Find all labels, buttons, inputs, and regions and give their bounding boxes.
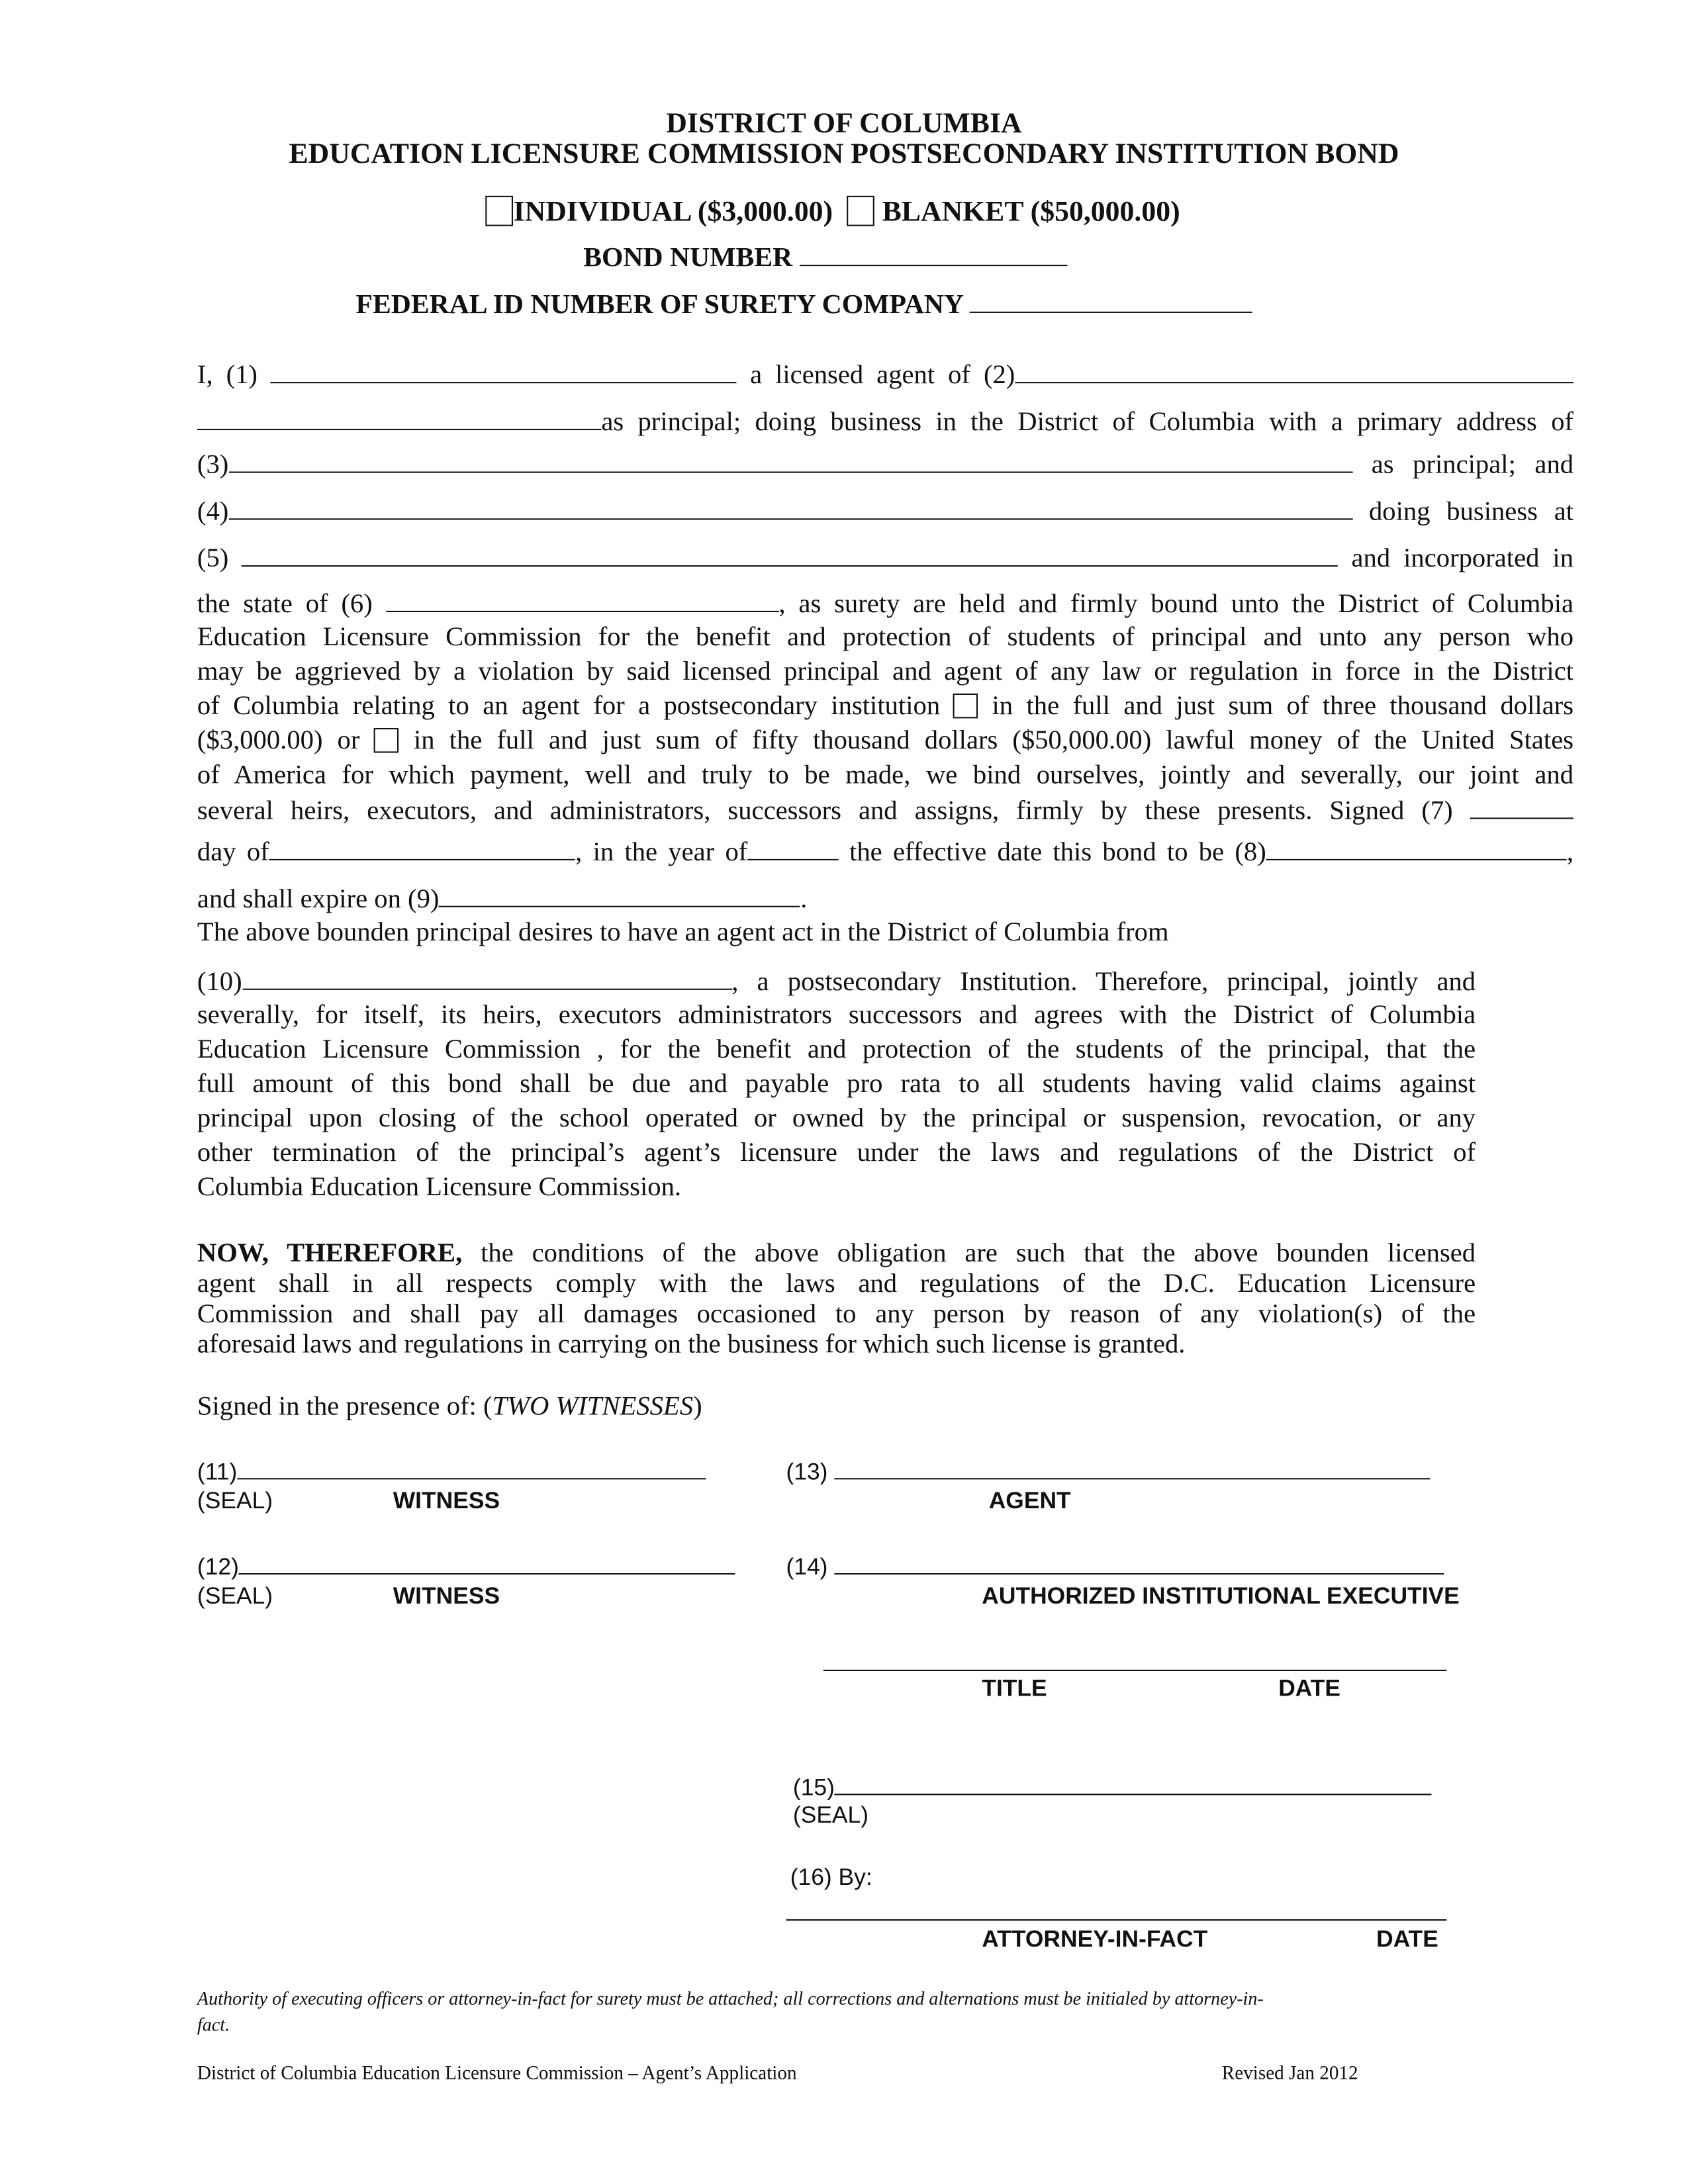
authority-note: fact. [197, 2014, 230, 2035]
signed-year-field[interactable] [747, 839, 838, 860]
text: , in the year of [575, 838, 748, 868]
para1-line: principal upon closing of the school operated or owned by the principal or suspension, revocation, or any [197, 1104, 1476, 1134]
agent-row [786, 1457, 1430, 1484]
para1-line: other termination of the principal’s agent’s licensure under the laws and regulations of the District of [197, 1138, 1476, 1168]
para2-line: agent shall in all respects comply with the laws and regulations of the D.C. Education Licensure [197, 1269, 1476, 1299]
para1-line: Education Licensure Commission , for the benefit and protection of the students of the principal, that the [197, 1035, 1476, 1065]
by-label: (16) By: [790, 1864, 872, 1891]
surety-address-field[interactable] [242, 545, 1338, 567]
surety-signature[interactable] [835, 1773, 1432, 1795]
para1-line [197, 839, 1573, 867]
federal-id-row [355, 291, 1252, 319]
text: in the full and just sum of fifty thousand dollars ($50,000.00) lawful money of the United States [414, 726, 1574, 756]
intro-line-3 [197, 451, 1573, 479]
text: (14) [786, 1553, 828, 1580]
para1-line [197, 885, 808, 913]
executive-label: AUTHORIZED INSTITUTIONAL EXECUTIVE [982, 1582, 1460, 1610]
para1-line: severally, for itself, its heirs, executors administrators successors and agrees with the District of Columbia [197, 1001, 1476, 1030]
blanket-sum-checkbox[interactable] [374, 728, 399, 752]
intro-line-4 [197, 498, 1573, 526]
executive-signature[interactable] [834, 1553, 1444, 1574]
effective-date-field[interactable] [1266, 839, 1567, 860]
text: (4) [197, 498, 229, 527]
text: day of [197, 838, 269, 868]
signed-day-field[interactable] [1470, 797, 1573, 819]
para2-line [197, 1241, 1476, 1268]
text: (11) [197, 1459, 238, 1485]
text: the conditions of the above obligation are such that the above bounden licensed [481, 1239, 1476, 1269]
witness-1-signature[interactable] [237, 1457, 706, 1479]
text: the effective date this bond to be (8) [849, 838, 1266, 868]
individual-label: INDIVIDUAL ($3,000.00) [513, 194, 833, 228]
title-bond: EDUCATION LICENSURE COMMISSION POSTSECONDARY INSTITUTION BOND [289, 136, 1399, 170]
attorney-signature[interactable] [786, 1919, 1446, 1921]
para1-line [197, 728, 1573, 755]
surety-name-field[interactable] [228, 498, 1352, 520]
para1-line [197, 797, 1573, 825]
text: of Columbia relating to an agent for a postsecondary institution [197, 692, 941, 721]
text: (12) [197, 1553, 239, 1580]
primary-address-field[interactable] [228, 451, 1352, 473]
para2-line: aforesaid laws and regulations in carrying on the business for which such license is granted. [197, 1330, 1186, 1360]
signed-month-field[interactable] [269, 839, 575, 860]
witness-2-signature[interactable] [239, 1553, 735, 1574]
bond-number-label: BOND NUMBER [583, 242, 793, 273]
witness-label: WITNESS [393, 1582, 500, 1610]
para1-line [197, 694, 1573, 721]
para1-line: The above bounden principal desires to have an agent act in the District of Columbia from [197, 918, 1169, 948]
executive-row [786, 1553, 1444, 1579]
para1-line: of America for which payment, well and truly to be made, we bind ourselves, jointly and severally, our joint and [197, 760, 1574, 790]
text: ) [693, 1392, 702, 1422]
text: and shall expire on (9) [197, 885, 440, 915]
title-date-field[interactable] [823, 1670, 1447, 1671]
federal-id-field[interactable] [970, 291, 1252, 313]
text: Signed in the presence of: ( [197, 1392, 492, 1422]
text: (10) [197, 968, 242, 997]
bond-type-row [0, 196, 1677, 226]
bond-number-row [583, 244, 1067, 272]
para1-line: Columbia Education Licensure Commission. [197, 1173, 682, 1203]
title-district: DISTRICT OF COLUMBIA [666, 106, 1022, 140]
state-field[interactable] [386, 590, 779, 612]
para1-line [197, 590, 1573, 619]
text: , [1566, 838, 1574, 868]
footer-left: District of Columbia Education Licensure Commission – Agent’s Application [197, 2064, 797, 2085]
text: (13) [786, 1459, 828, 1485]
text: and incorporated in [1351, 544, 1574, 574]
agent-label: AGENT [988, 1487, 1071, 1514]
expiry-date-field[interactable] [439, 885, 800, 907]
bond-number-field[interactable] [800, 244, 1067, 266]
date-label: DATE [1376, 1926, 1438, 1952]
witness-label: WITNESS [393, 1487, 500, 1514]
seal-label: (SEAL) [197, 1487, 273, 1514]
surety-seal-row [793, 1773, 1432, 1799]
blanket-checkbox[interactable] [847, 196, 875, 226]
now-therefore: NOW, THEREFORE, [197, 1239, 463, 1269]
text: several heirs, executors, and administrators, successors and assigns, firmly by these presents. Signed (7) [197, 797, 1453, 826]
para1-line: full amount of this bond shall be due and payable pro rata to all students having valid claims against [197, 1069, 1476, 1099]
intro-line-2 [197, 408, 1573, 437]
text: I, (1) [197, 361, 258, 390]
text: , a postsecondary Institution. Therefore, principal, jointly and [731, 968, 1476, 997]
text: in the full and just sum of three thousand dollars [992, 692, 1574, 721]
seal-label: (SEAL) [197, 1582, 273, 1610]
text: a licensed agent of (2) [750, 361, 1015, 390]
intro-line-5 [197, 545, 1573, 573]
attorney-label: ATTORNEY-IN-FACT [982, 1926, 1208, 1952]
para1-line: Education Licensure Commission for the benefit and protection of students of principal and unto any person who [197, 623, 1574, 653]
witness-intro [197, 1394, 702, 1421]
text: TWO WITNESSES [492, 1392, 694, 1422]
federal-id-label: FEDERAL ID NUMBER OF SURETY COMPANY [355, 289, 963, 320]
title-label: TITLE [982, 1675, 1047, 1702]
seal-label: (SEAL) [792, 1801, 869, 1829]
text: doing business at [1368, 498, 1574, 527]
text: the state of (6) [197, 590, 373, 619]
text: ($3,000.00) or [197, 726, 360, 756]
institution-name-field[interactable] [242, 968, 732, 989]
footer-revision: Revised Jan 2012 [1221, 2064, 1358, 2085]
text: , as surety are held and firmly bound unto the District of Columbia [778, 590, 1574, 619]
para1-line: may be aggrieved by a violation by said licensed principal and agent of any law or regulation in force in the District [197, 657, 1574, 687]
individual-sum-checkbox[interactable] [954, 694, 978, 718]
authority-note: Authority of executing officers or attorney-in-fact for surety must be attached; all corrections and alternations must be initialed by attorney-in- [197, 1988, 1264, 2009]
text: (15) [792, 1774, 835, 1801]
witness-2-row [197, 1553, 735, 1579]
agent-signature[interactable] [834, 1457, 1430, 1479]
agent-name-field[interactable] [271, 361, 737, 383]
witness-1-row [197, 1457, 706, 1484]
blanket-label: BLANKET ($50,000.00) [882, 194, 1180, 228]
para2-line: Commission and shall pay all damages occasioned to any person by reason of any violation(s) of the [197, 1300, 1476, 1330]
date-label: DATE [1278, 1675, 1341, 1702]
text: (3) [197, 451, 229, 480]
text: . [800, 885, 808, 915]
individual-checkbox[interactable] [486, 196, 514, 226]
para1-line [197, 968, 1476, 996]
text: as principal; doing business in the District of Columbia with a primary address of [601, 408, 1574, 437]
text: as principal; and [1371, 451, 1574, 480]
principal-name-field[interactable] [1015, 361, 1573, 383]
principal-name-cont-field[interactable] [197, 408, 601, 430]
intro-line-1 [197, 361, 1573, 390]
text: (5) [197, 544, 229, 574]
